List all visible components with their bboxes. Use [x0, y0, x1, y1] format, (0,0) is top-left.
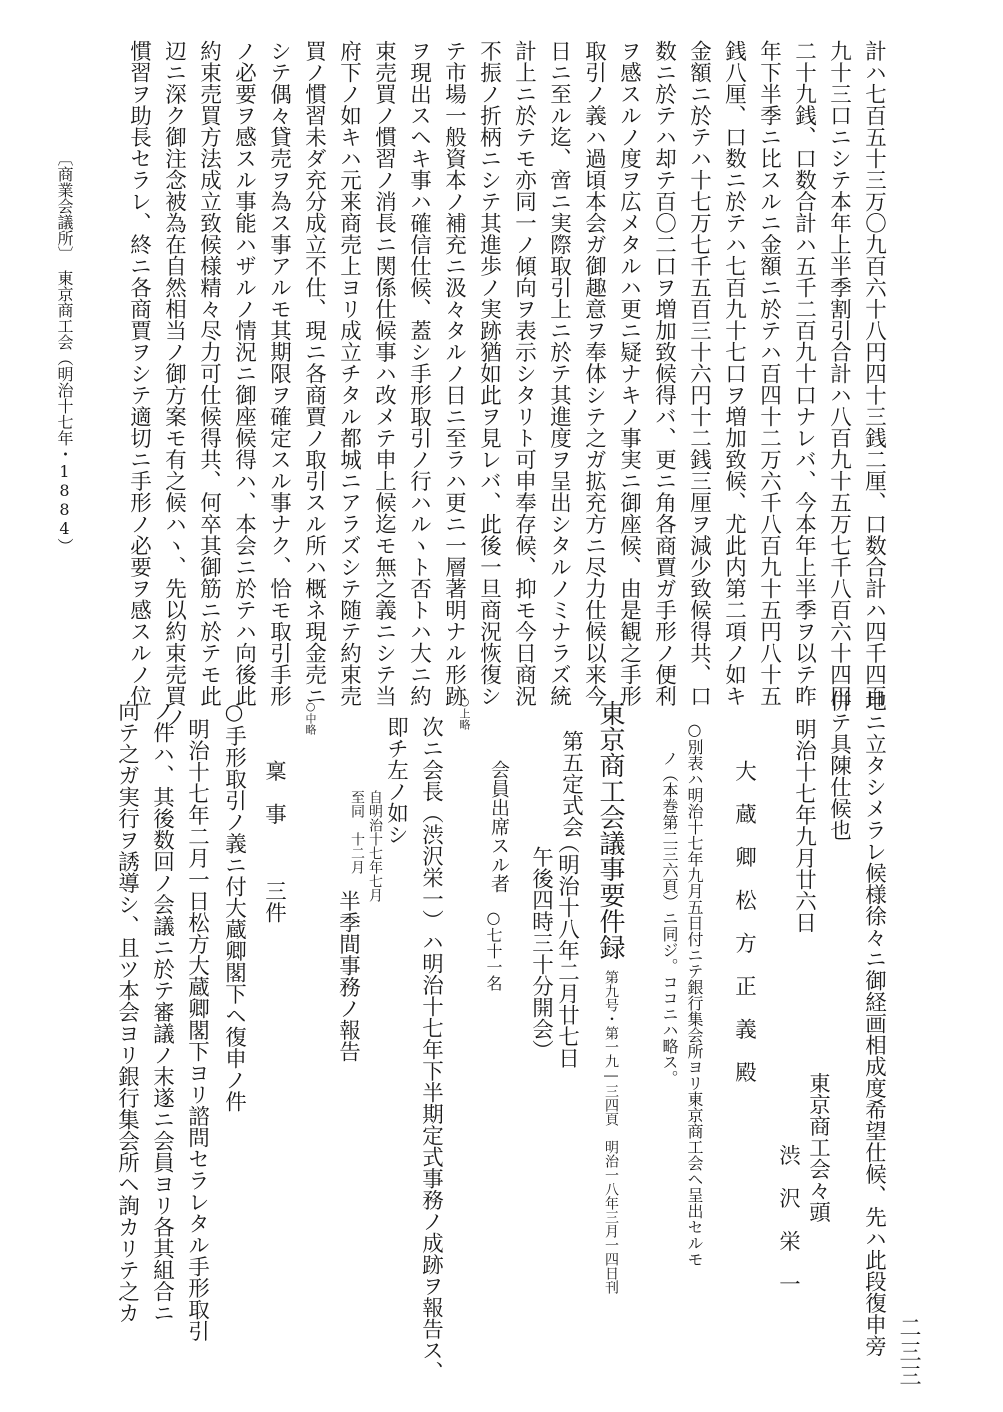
report-title: 半季間事務ノ報告	[335, 890, 361, 1062]
omission-mark: ○中略	[304, 700, 317, 735]
attendance-count: ○七十一名	[484, 908, 503, 991]
text-column: 併テ具陳仕候也	[826, 690, 852, 841]
letter-organization: 東京商工会々頭	[805, 1072, 831, 1223]
text-column: 府下ノ如キハ元来商売上ヨリ成立チタル都城ニアラズシテ随テ約束売	[336, 40, 362, 707]
letter-addressee: 大 蔵 卿 松 方 正 義 殿	[731, 760, 757, 1083]
text-column: 取引ノ義ハ過頃本会ガ御趣意ヲ奉体シテ之ガ拡充方ニ尽力仕候以来今	[581, 40, 607, 707]
text-column: 明治十七年二月一日松方大蔵卿閣下ヨリ諮問セラレタル手形取引	[184, 718, 210, 1342]
text-column: 地ニ立タシメラレ候様徐々ニ御経画相成度希望仕候、先ハ此段復申旁	[861, 690, 887, 1357]
text-column: 日ニ至ル迄、啻ニ実際取引上ニ於テ其進度ヲ呈出シタルノミナラズ統	[546, 40, 572, 707]
text-column: 即チ左ノ如シ	[383, 716, 409, 845]
text-column: 慣習ヲ助長セラレ、終ニ各商賈ヲシテ適切ニ手形ノ必要ヲ感スルノ位	[126, 40, 152, 707]
text-column: ノ必要ヲ感スル事能ハザルノ情況ニ御座候得ハ、本会ニ於テハ向後此	[231, 40, 257, 707]
text-column: 向テ之ガ実行ヲ誘導シ、且ツ本会ヨリ銀行集会所ヘ詢カリテ之カ	[114, 700, 140, 1324]
item-heading: ○手形取引ノ義ニ付大蔵卿閣下ヘ復申ノ件	[221, 700, 247, 1112]
omission-mark: ○上略	[458, 695, 471, 730]
text-column: ヲ感スルノ度ヲ広メタルハ更ニ疑ナキノ事実ニ御座候、由是観之手形	[616, 40, 642, 707]
editorial-note: ○別表ハ明治十七年九月五日付ニテ銀行集会所ヨリ東京商工会ヘ呈出セルモ	[685, 720, 704, 1267]
attendance-label: 会員出席スル者	[488, 760, 510, 893]
text-column: ヲ現出スヘキ事ハ確信仕候、蓋シ手形取引ノ行ハルヽト否トハ大ニ約	[406, 40, 432, 707]
running-head: 〔商業会議所〕 東京商工会（明治十七年・1884）	[55, 150, 74, 554]
text-column: 計ハ七百五十三万〇九百六十八円四十三銭二厘、口数合計ハ四千四百	[861, 40, 887, 707]
text-column: 年下半季ニ比スルニ金額ニ於テハ百四十二万六千八百九十五円八十五	[756, 40, 782, 707]
meeting-date: （明治十八年二月廿七日	[554, 832, 580, 1069]
letter-date: 明治十七年九月廿六日	[791, 718, 817, 933]
text-column: 銭八厘、口数ニ於テハ七百九十七口ヲ増加致候、尤此内第二項ノ如キ	[721, 40, 747, 707]
section-heading: 稟 事	[261, 760, 287, 825]
text-column: 数ニ於テハ却テ百〇二口ヲ増加致候得バ、更ニ角各商賈ガ手形ノ便利	[651, 40, 677, 707]
source-title: 東京商工会議事要件録	[595, 700, 625, 960]
meeting-label: 第五定式会	[558, 730, 584, 838]
text-column: 不振ノ折柄ニシテ其進歩ノ実跡猶如此ヲ見レバ、此後一旦商況恢復シ	[476, 40, 502, 707]
text-column: シテ偶々貸売ヲ為ス事アルモ其期限ヲ確定スル事ナク、恰モ取引手形	[266, 40, 292, 707]
text-column: 辺ニ深ク御注念被為在自然相当ノ御方案モ有之候ハヽ、先以約束売買ノ	[161, 40, 187, 728]
section-count: 三件	[261, 880, 287, 923]
text-column: テ市場一般資本ノ補充ニ汲々タルノ日ニ至ラハ更ニ一層著明ナル形跡	[441, 40, 467, 707]
text-column: 九十三口ニシテ本年上半季割引合計ハ八百九十五万七千八百六十四円	[826, 40, 852, 707]
text-column: 約束売買方法成立致候様精々尽力可仕候得共、何卒其御筋ニ於テモ此	[196, 40, 222, 707]
text-column: ノ件ハ、其後数回ノ会議ニ於テ審議ノ末遂ニ会員ヨリ各其組合ニ	[149, 700, 175, 1324]
text-column: 束売買ノ慣習ノ消長ニ関係仕候事ハ改メテ申上候迄モ無之義ニシテ当	[371, 40, 397, 707]
period-from: 自明治十七年七月	[367, 790, 383, 902]
text-column: 計上ニ於テモ亦同一ノ傾向ヲ表示シタリト可申奉存候、抑モ今日商況	[511, 40, 537, 707]
text-column: 買ノ慣習未ダ充分成立不仕、現ニ各商賈ノ取引スル所ハ概ネ現金売ニ	[301, 40, 327, 707]
text-column: 次ニ会長（渋沢栄一）ハ明治十七年下半期定式事務ノ成跡ヲ報告ス、	[418, 716, 444, 1383]
letter-signatory: 渋 沢 栄 一	[775, 1144, 801, 1295]
editorial-note: ノ（本巻第二三六頁）ニ同ジ。ココニハ略ス。	[660, 750, 679, 1086]
source-citation: 第九号・第一九―三四頁 明治一八年三月一四日刊	[603, 970, 619, 1294]
page-number: 二三三	[896, 1316, 921, 1388]
text-column: 金額ニ於テハ十七万七千五百三十六円十二銭三厘ヲ減少致候得共、口	[686, 40, 712, 707]
text-column: 二十九銭、口数合計ハ五千二百九十口ナレバ、今本年上半季ヲ以テ昨	[791, 40, 817, 707]
meeting-time: 午後四時三十分開会）	[528, 846, 554, 1061]
period-to: 至同 十二月	[349, 790, 365, 874]
